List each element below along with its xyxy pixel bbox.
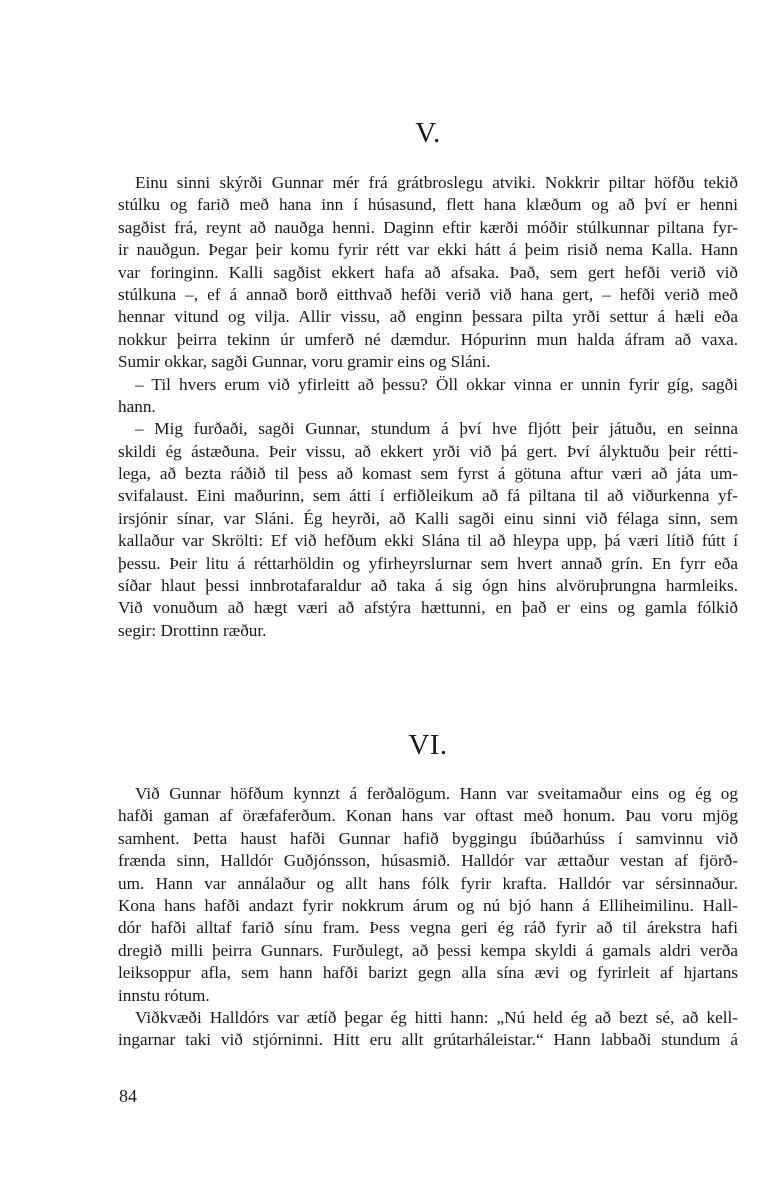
text-line: Við vonuðum að hægt væri að afstýra hættunni, en það er eins og gamla fólkið [118,598,738,618]
text-line: skildi ég ástæðuna. Þeir vissu, að ekkert yrði við þá gert. Því ályktuðu þeir rétti- [118,441,738,461]
text-line: hafði gaman af öræfaferðum. Konan hans var oftast með honum. Þau voru mjög [118,806,738,826]
chapter-heading: VI. [408,729,448,761]
text-line: leiksoppur afla, sem hann hafði barizt gegn alla sína ævi og fyrirleit af hjartans [118,963,738,983]
text-line: dór hafði alltaf farið sínu fram. Þess vegna geri ég ráð fyrir að til árekstra hafi [118,918,738,938]
text-line: innstu rótum. [118,985,210,1005]
text-line: hennar vitund og vilja. Allir vissu, að enginn þessara pilta yrði settur á hæli eða [118,307,738,327]
text-line: um. Hann var annálaður og allt hans fólk fyrir krafta. Halldór var sérsinnaður. [118,873,738,893]
text-line: hann. [118,396,156,416]
chapter-body [118,172,738,642]
text-line: stúlkuna –, ef á annað borð eitthvað hefði verið við hana gert, – hefði verið með [118,284,738,304]
text-line: segir: Drottinn ræður. [118,620,267,640]
text-line: irsjónir sínar, var Sláni. Ég heyrði, að Kalli sagði einu sinni við félaga sinn, sem [118,508,738,528]
text-line: Við Gunnar höfðum kynnzt á ferðalögum. Hann var sveitamaður eins og ég og [135,784,738,803]
text-line: – Mig furðaði, sagði Gunnar, stundum á því hve fljótt þeir játuðu, en seinna [135,419,738,439]
text-line: þessu. Þeir litu á réttarhöldin og yfirheyrslurnar sem hvert annað grín. En fyrr eða [118,553,738,573]
text-line: samhent. Þetta haust hafði Gunnar hafið byggingu íbúðarhúss í samvinnu við [118,828,738,848]
text-line: Kona hans hafði andazt fyrir nokkrum árum og nú bjó hann á Elliheimilinu. Hall- [118,895,738,915]
page-number: 84 [119,1086,137,1106]
text-line: var foringinn. Kalli sagðist ekkert hafa að afsaka. Það, sem gert hefði verið við [118,262,738,282]
text-line: – Til hvers erum við yfirleitt að þessu? Öll okkar vinna er unnin fyrir gíg, sagði [135,374,738,394]
text-line: Sumir okkar, sagði Gunnar, voru gramir eins og Sláni. [118,352,491,372]
text-line: Einu sinni skýrði Gunnar mér frá grátbroslegu atviki. Nokkrir piltar höfðu tekið [135,173,738,192]
text-line: síðar hlaut þessi innbrotafaraldur að taka á sig ógn hins alvöruþrungna harmleiks. [118,576,738,596]
text-line: stúlku og farið með hana inn í húsasund, flett hana klæðum og að því er henni [118,195,738,215]
text-line: kallaður var Skrölti: Ef við hefðum ekki Slána til að hleypa upp, þá væri lítið fútt í [118,531,738,551]
text-line: sagðist frá, reynt að nauðga henni. Daginn eftir kærði móðir stúlkunnar piltana fyr- [118,217,738,237]
text-line: nokkur þeirra tekinn úr umferð né dæmdur. Hópurinn mun halda áfram að vaxa. [118,329,738,349]
text-line: dregið milli þeirra Gunnars. Furðulegt, að þessi kempa skyldi á gamals aldri verða [118,940,738,960]
text-line: svifalaust. Eini maðurinn, sem átti í erfiðleikum að fá piltana til að viðurkenna yf- [118,486,738,506]
chapter-body [118,783,738,1052]
text-line: frænda sinn, Halldór Guðjónsson, húsasmið. Halldór var ættaður vestan af fjörð- [118,851,738,871]
chapter-heading: V. [415,117,441,149]
text-line: lega, að bezta ráðið til þess að komast sem fyrst á götuna aftur væri að játa um- [118,464,738,484]
text-line: ingarnar taki við stjórninni. Hitt eru allt grútarháleistar.“ Hann labbaði stundum á [118,1030,738,1050]
text-line: Viðkvæði Halldórs var ætíð þegar ég hitti hann: „Nú held ég að bezt sé, að kell- [135,1007,738,1027]
text-line: ir nauðgun. Þegar þeir komu fyrir rétt var ekki hátt á þeim risið nema Kalla. Hann [118,240,738,260]
